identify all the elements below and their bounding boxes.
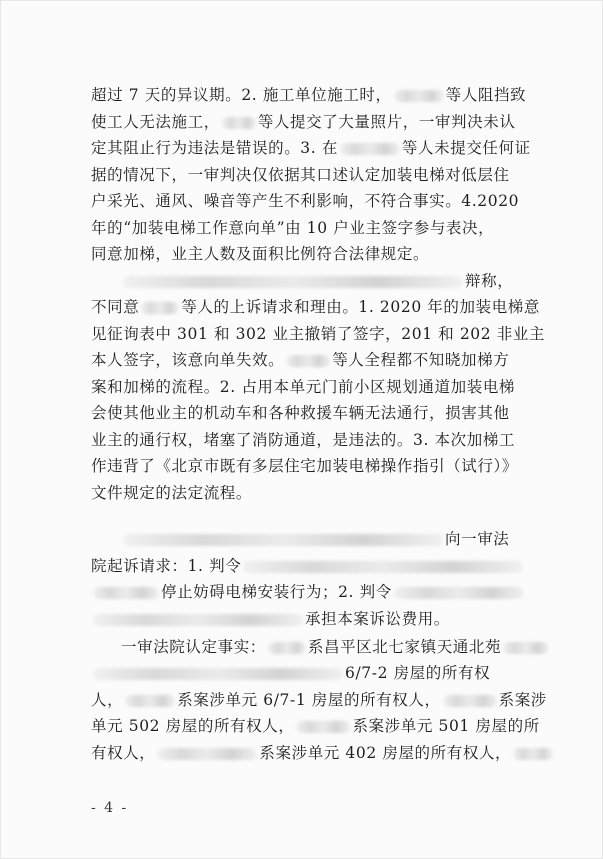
text-line [91,483,252,503]
text-segment: 停止妨碍电梯安装行为；2. 判令 [161,583,392,601]
redacted-name [243,561,523,573]
redacted-name [123,534,443,546]
text-segment: 等人未提交任何证 [401,139,531,157]
text-segment: 有权人， [91,744,156,762]
text-segment: 同意加梯，业主人数及面积比例符合法律规定。 [91,245,430,263]
text-segment: 辩称， [465,272,514,290]
text-segment: 见征询表中 301 和 302 业主撤销了签字，201 和 202 非业主 [91,325,546,343]
text-segment: 系昌平区北七家镇天通北苑 [307,638,502,656]
text-line [121,637,551,657]
text-line [91,582,526,602]
text-line [91,191,519,211]
text-line [91,556,525,576]
redacted-name [93,668,343,680]
text-segment: 系案涉单元 6/7-1 房屋的所有权人， [177,691,441,709]
page-number: - 4 - [91,800,129,816]
text-line [91,456,518,476]
text-line [91,297,540,317]
text-segment: 系案涉单元 501 房屋的所 [352,717,540,735]
text-segment: 等人阻挡致 [445,86,527,104]
redacted-name [394,90,444,102]
text-segment: 院起诉请求：1. 判令 [91,557,242,575]
text-line [91,743,555,763]
text-segment: 会使其他业主的机动车和各种救援车辆无法通行，损害其他 [91,404,510,422]
text-line [91,716,540,736]
text-segment: 案和加梯的流程。2. 占用本单元门前小区规划通道加装电梯 [91,378,516,396]
text-line [121,529,509,549]
text-segment: 系案涉 [498,691,547,709]
text-segment: 等人提交了大量照片，一审判决未认 [257,113,516,131]
text-line [91,165,510,185]
text-line [91,138,531,158]
text-line [91,244,429,264]
text-segment: 业主的通行权，堵塞了消防通道，是违法的。3. 本次加梯工 [91,431,516,449]
redacted-name [222,117,256,129]
text-segment: 超过 7 天的异议期。2. 施工单位施工时， [91,86,392,104]
text-segment: 人， [91,691,124,709]
text-segment: 定其阻止行为违法是错误的。3. 在 [91,139,338,157]
redacted-name [286,355,330,367]
text-line [91,690,547,710]
redacted-name [503,642,549,654]
redacted-name [394,587,524,599]
redacted-name [268,642,306,654]
text-segment: 系案涉单元 402 房屋的所有权人， [259,744,512,762]
text-segment: 不同意 [91,298,140,316]
text-segment: 据的情况下，一审判决仅依据其口述认定加装电梯对低层住 [91,166,510,184]
text-line [91,324,545,344]
text-segment: 等人的上诉请求和理由。1. 2020 年的加装电梯意 [181,298,541,316]
redacted-name [340,143,400,155]
text-line [91,350,509,370]
text-segment: 向一审法 [445,530,510,548]
text-segment: 6/7-2 房屋的所有权 [345,664,491,682]
text-line [91,430,515,450]
text-segment: 承担本案诉讼费用。 [305,610,450,628]
redacted-name [513,748,553,760]
redacted-name [123,276,463,288]
text-line [91,218,494,238]
redacted-name [125,695,175,707]
text-line [91,663,490,683]
text-line [121,271,513,291]
text-segment: 文件规定的法定流程。 [91,484,253,502]
text-segment: 户采光、通风、噪音等产生不利影响，不符合事实。4.2020 [91,192,520,210]
redacted-name [296,721,350,733]
text-line [91,112,515,132]
redacted-name [93,587,159,599]
text-line [91,403,510,423]
text-segment: 作违背了《北京市既有多层住宅加装电梯操作指引（试行）》 [91,457,518,475]
text-segment: 使工人无法施工， [91,113,220,131]
redacted-name [141,302,179,314]
text-segment: 本人签字，该意向单失效。 [91,351,285,369]
text-line [91,85,526,105]
text-segment: 年的“加装电梯工作意向单”由 10 户业主签字参与表决， [91,219,495,237]
text-segment: 一审法院认定事实： [121,638,266,656]
text-segment: 等人全程都不知晓加梯方 [332,351,510,369]
redacted-name [157,748,257,760]
text-line [91,609,450,629]
text-segment: 单元 502 房屋的所有权人， [91,717,295,735]
redacted-name [443,695,497,707]
redacted-name [93,614,303,626]
text-line [91,377,515,397]
